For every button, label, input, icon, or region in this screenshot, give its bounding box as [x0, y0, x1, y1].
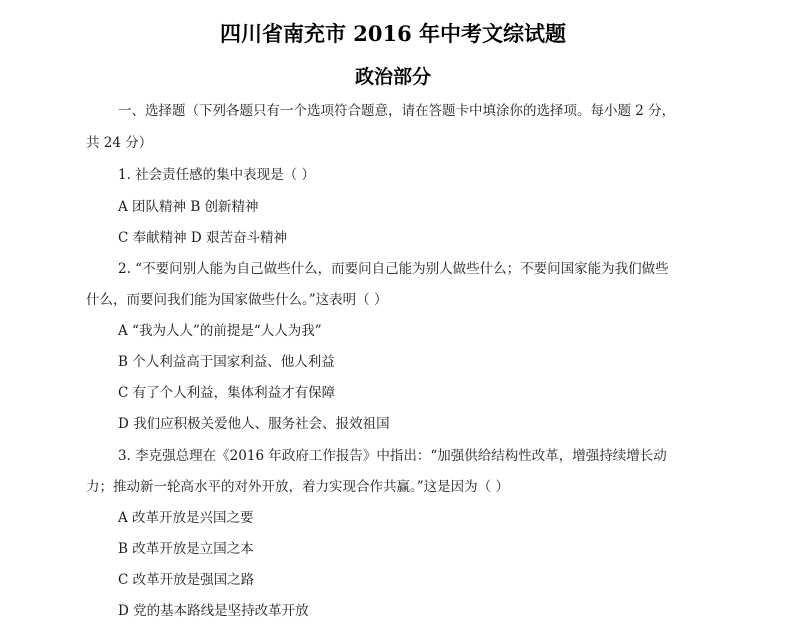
- section-instruction-line-2: 共 24 分）: [86, 135, 153, 151]
- question-3-stem-line-2: 力；推动新一轮高水平的对外开放，着力实现合作共赢。”这是因为（ ）: [86, 479, 509, 495]
- question-3-option-d: D 党的基本路线是坚持改革开放: [118, 603, 309, 619]
- question-3-stem-line-1: 3. 李克强总理在《2016 年政府工作报告》中指出：“加强供给结构性改革，增强持续增长动: [118, 448, 667, 464]
- question-2-option-c: C 有了个人利益，集体利益才有保障: [118, 385, 336, 401]
- question-3-option-c: C 改革开放是强国之路: [118, 572, 255, 588]
- question-2-option-b: B 个人利益高于国家利益、他人利益: [118, 354, 335, 370]
- section-instruction-line-1: 一、选择题（下列各题只有一个选项符合题意，请在答题卡中填涂你的选择项。每小题 2 分，: [118, 103, 676, 119]
- question-3-option-a: A 改革开放是兴国之要: [118, 510, 254, 526]
- document-subtitle: 政治部分: [354, 66, 431, 88]
- question-1-options-row-1: A 团队精神 B 创新精神: [118, 199, 259, 215]
- question-3-option-b: B 改革开放是立国之本: [118, 541, 254, 557]
- question-2-stem-line-1: 2. “不要问别人能为自己做些什么，而要问自己能为别人做些什么；不要问国家能为我们做些: [118, 261, 669, 277]
- document-title: 四川省南充市 2016 年中考文综试题: [219, 21, 567, 46]
- question-2-stem-line-2: 什么，而要问我们能为国家做些什么。”这表明（ ）: [86, 292, 388, 308]
- question-2-option-a: A “我为人人”的前提是“人人为我”: [118, 323, 322, 339]
- question-1-options-row-2: C 奉献精神 D 艰苦奋斗精神: [118, 230, 288, 246]
- question-2-option-d: D 我们应积极关爱他人、服务社会、报效祖国: [118, 416, 390, 432]
- question-1-stem: 1. 社会责任感的集中表现是（ ）: [118, 167, 315, 183]
